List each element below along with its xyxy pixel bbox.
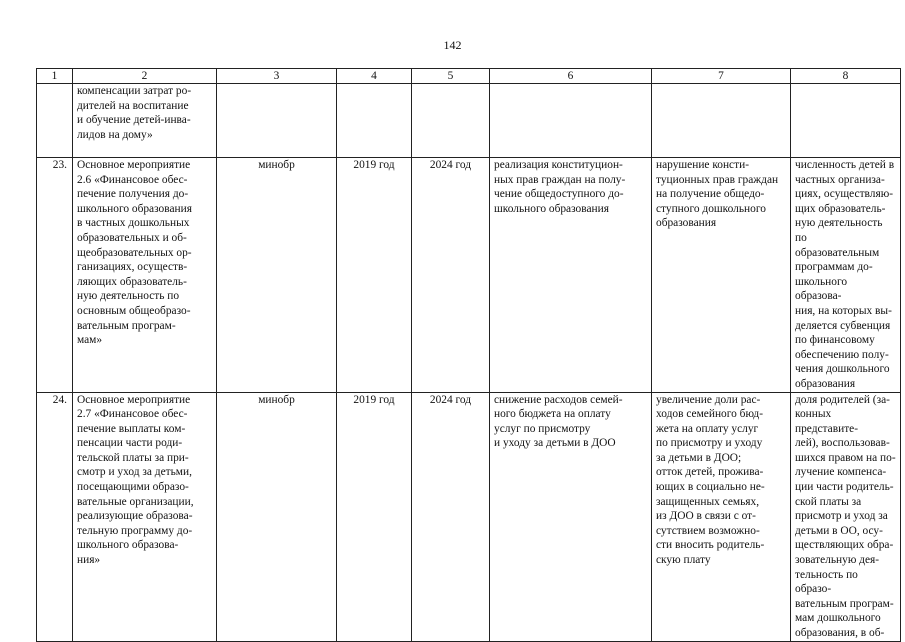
- start-year-cell: 2019 год: [337, 392, 412, 641]
- row-number-cell: [37, 84, 73, 158]
- expected-result-cell: реализация конституцион- ных прав граждан на полу- чение общедоступного до- школьного образования: [490, 158, 652, 393]
- start-year-cell: 2019 год: [337, 158, 412, 393]
- executor-cell: [217, 84, 337, 158]
- column-number-row: [37, 69, 901, 84]
- column-header: 4: [337, 69, 412, 84]
- column-header: 2: [73, 69, 217, 84]
- measures-table: [36, 68, 901, 642]
- page-number: 142: [443, 38, 462, 52]
- consequence-cell: [652, 84, 791, 158]
- indicator-cell: численность детей в частных организа- циях, осуществляю- щих образователь- ную деятельность по образовательным программам до- школьного образова- ния, на которых вы- деляется субвенция по финансовому обеспечению полу- чения дошкольного образования: [791, 158, 901, 393]
- expected-result-cell: снижение расходов семей- ного бюджета на оплату услуг по присмотру и уходу за детьми в ДОО: [490, 392, 652, 641]
- end-year-cell: 2024 год: [412, 158, 490, 393]
- column-header: 1: [37, 69, 73, 84]
- column-header: 7: [652, 69, 791, 84]
- end-year-cell: [412, 84, 490, 158]
- expected-result-cell: [490, 84, 652, 158]
- column-header: 8: [791, 69, 901, 84]
- consequence-cell: нарушение консти- туционных прав граждан на получение общедо- ступного дошкольного образования: [652, 158, 791, 393]
- event-cell: Основное мероприятие 2.7 «Финансовое обес- печение выплаты ком- пенсации части роди- тельской платы за при- смотр и уход за детьми, посещающими образо- вательные организации, реализующие образова- тельную программу до- школьного образова- ния»: [73, 392, 217, 641]
- table-row: [37, 158, 901, 393]
- table-row: [37, 392, 901, 641]
- column-header: 3: [217, 69, 337, 84]
- indicator-cell: [791, 84, 901, 158]
- event-cell: компенсации затрат ро- дителей на воспитание и обучение детей-инва- лидов на дому»: [73, 84, 217, 158]
- event-cell: Основное мероприятие 2.6 «Финансовое обес- печение получения до- школьного образования в частных дошкольных образовательных и об- щеобразовательных ор- ганизациях, осуществ- ляющих образователь- ную деятельность по основным общеобразо- вательным програм- мам»: [73, 158, 217, 393]
- executor-cell: минобр: [217, 392, 337, 641]
- consequence-cell: увеличение доли рас- ходов семейного бюд- жета на оплату услуг по присмотру и уходу за детьми в ДОО; отток детей, прожива- ющих в социально не- защищенных семьях, из ДОО в связи с от- сутствием возможно- сти вносить родитель- скую плату: [652, 392, 791, 641]
- end-year-cell: 2024 год: [412, 392, 490, 641]
- start-year-cell: [337, 84, 412, 158]
- executor-cell: минобр: [217, 158, 337, 393]
- row-number-cell: 23.: [37, 158, 73, 393]
- row-number-cell: 24.: [37, 392, 73, 641]
- indicator-cell: доля родителей (за- конных представите- лей), воспользовав- шихся правом на по- лучение компенса- ции части родитель- ской платы за присмотр и уход за детьми в ОО, осу- ществляющих обра- зовательную дея- тельность по образо- вательным програм- мам дошкольного образования, в об-: [791, 392, 901, 641]
- column-header: 6: [490, 69, 652, 84]
- column-header: 5: [412, 69, 490, 84]
- table-row: [37, 84, 901, 158]
